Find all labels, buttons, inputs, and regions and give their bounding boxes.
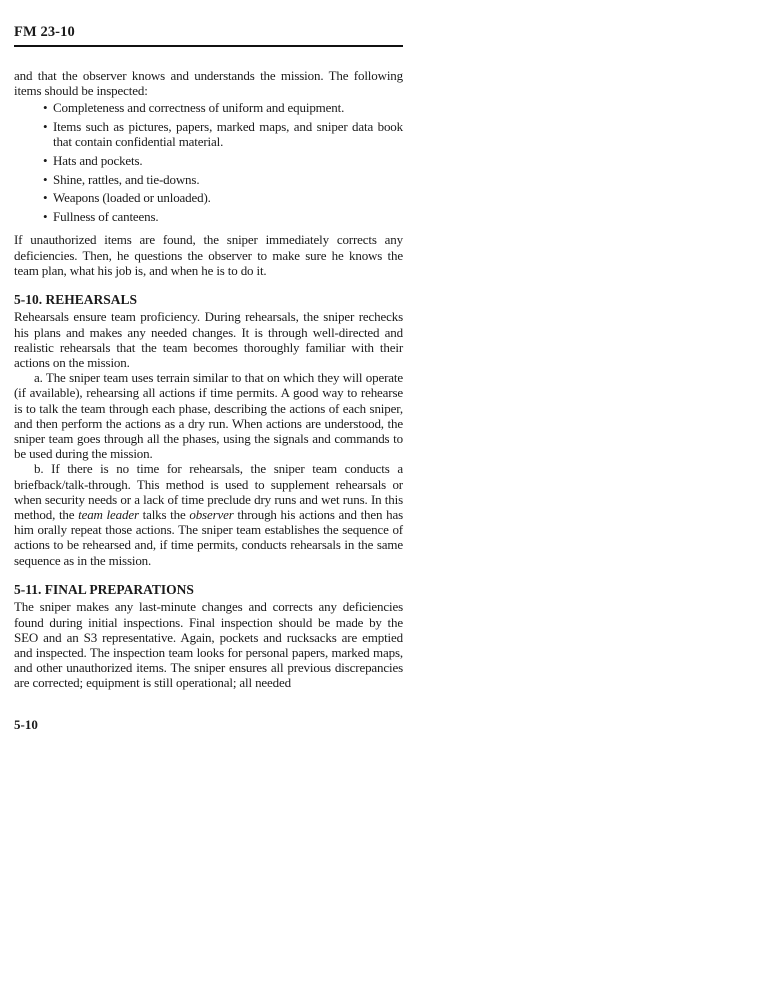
page-header [14,24,403,47]
rehearsals-paragraph-b [14,461,403,567]
list-item: • Completeness and correctness of uniform and equipment. [14,100,403,115]
after-list-paragraph: If unauthorized items are found, the sniper immediately corrects any deficiencies. Then, he questions the observer to make sure he knows the team plan, what his job is, and when he is to do it. [14,232,403,278]
rehearsals-paragraph-a: a. The sniper team uses terrain similar to that on which they will operate (if available), rehearsing all actions if time permits. A good way to rehearse is to talk the team through each phase, describing the actions of each sniper, and then perform the actions as a dry run. When actions are understood, the sniper team goes through all the phases, using the signals and commands to be used during the mission. [14,370,403,462]
paragraph-b-italic-observer: observer [189,507,234,523]
intro-paragraph: and that the observer knows and understands the mission. The following items should be inspected: [14,68,403,99]
section-heading-final-preparations: 5-11. FINAL PREPARATIONS [14,581,194,597]
paragraph-b-run: b. If there is no time for rehearsals, the sniper team conducts a briefback/talk-through. This method is used to supplement rehearsals or when security needs or a lack of time preclude dry runs and wet runs. In this method, the [14,461,403,523]
final-preparations-paragraph: The sniper makes any last-minute changes and corrects any deficiencies found during initial inspections. Final inspection should be made by the SEO and an S3 representative. Again, pockets and rucksacks are emptied and inspected. The inspection team looks for personal papers, marked maps, and other unauthorized items. The sniper ensures all previous discrepancies are corrected; equipment is still operational; all needed [14,599,403,691]
paragraph-b-run: through his actions and then has him orally repeat those actions. The sniper team establishes the sequence of actions to be rehearsed and, if time permits, conducts rehearsals in the same sequence as in the mission. [14,507,403,568]
page-number: 5-10 [14,716,38,732]
page-content [14,24,403,733]
list-item: • Hats and pockets. [14,153,403,168]
header-title: FM 23-10 [14,24,75,40]
list-item: • Items such as pictures, papers, marked maps, and sniper data book that contain confidential material. [14,119,403,149]
list-item: • Weapons (loaded or unloaded). [14,190,403,205]
list-item: • Fullness of canteens. [14,209,403,224]
list-item: • Shine, rattles, and tie-downs. [14,172,403,187]
page-footer [14,717,403,733]
section-heading-rehearsals: 5-10. REHEARSALS [14,291,138,307]
page-body [14,68,403,691]
inspection-list [14,100,403,224]
paragraph-b-italic-team-leader: team leader [78,507,139,523]
paragraph-b-run: talks the [138,507,190,523]
rehearsals-paragraph-1: Rehearsals ensure team proficiency. During rehearsals, the sniper rechecks his plans and makes any needed changes. It is through well-directed and realistic rehearsals that the team becomes thoroughly familiar with their actions on the mission. [14,309,403,371]
